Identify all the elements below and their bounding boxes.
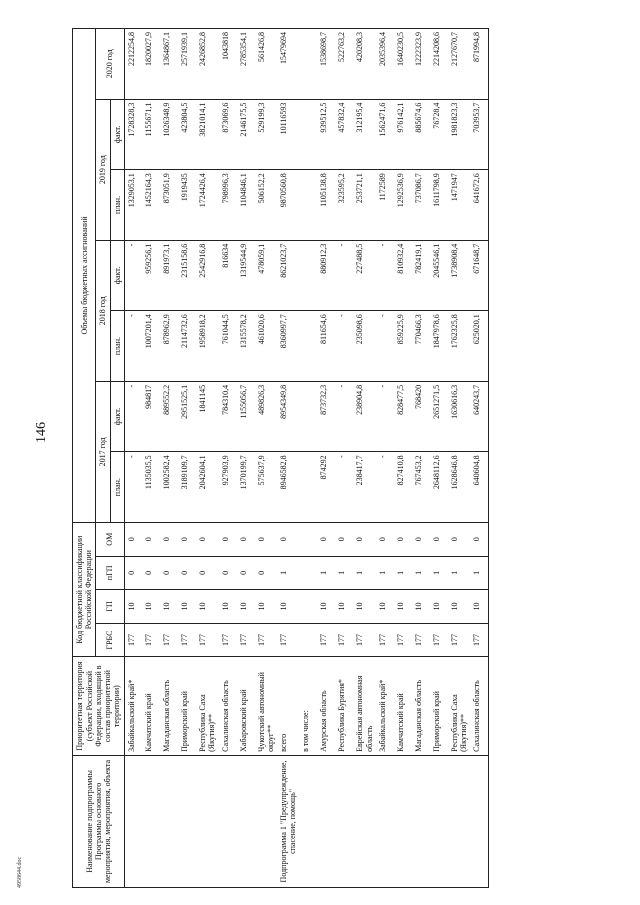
- row-value: 423804,5: [178, 99, 196, 170]
- row-value: -: [376, 311, 394, 382]
- row-code: 10: [219, 590, 237, 624]
- row-value: 1562471,6: [376, 99, 394, 170]
- row-code: [299, 590, 317, 624]
- row-value: 8360997,7: [277, 311, 299, 382]
- row-code: [299, 556, 317, 590]
- row-value: 1007201,4: [142, 311, 160, 382]
- table-row: [430, 29, 448, 888]
- header-plan: план.: [110, 311, 124, 382]
- row-value: 2214208,6: [430, 29, 448, 100]
- row-value: 976142,1: [394, 99, 412, 170]
- row-value: [299, 452, 317, 523]
- header-year-2018: 2018 год: [96, 240, 110, 381]
- row-code: 0: [124, 522, 142, 556]
- row-value: 235098,6: [353, 311, 375, 382]
- table-row: [376, 29, 394, 888]
- row-territory: в том числе:: [299, 657, 317, 756]
- row-name: Подпрограмма 1 "Предупреждение, спасение, помощь": [277, 755, 299, 887]
- row-value: 2045546,1: [430, 240, 448, 311]
- document-footer: 4958644.doc: [17, 856, 23, 888]
- table-row: [299, 29, 317, 888]
- row-name: [142, 755, 160, 887]
- row-territory: Сахалинская область: [219, 657, 237, 756]
- row-code: 177: [430, 623, 448, 657]
- row-code: 1: [448, 556, 470, 590]
- row-value: 984817: [142, 381, 160, 452]
- row-value: 1319544,9: [237, 240, 255, 311]
- row-value: 575637,9: [255, 452, 277, 523]
- row-code: 177: [255, 623, 277, 657]
- row-value: 784310,4: [219, 381, 237, 452]
- table-row: [317, 29, 335, 888]
- row-value: 3821014,1: [196, 99, 218, 170]
- header-om: ОМ: [96, 522, 124, 556]
- row-code: 0: [124, 556, 142, 590]
- row-code: 10: [376, 590, 394, 624]
- row-value: -: [335, 381, 353, 452]
- row-value: 1630616,3: [448, 381, 470, 452]
- row-code: 10: [255, 590, 277, 624]
- row-value: 880912,3: [317, 240, 335, 311]
- table-row: [160, 29, 178, 888]
- row-code: 10: [317, 590, 335, 624]
- row-value: 873732,3: [317, 381, 335, 452]
- row-code: 0: [376, 522, 394, 556]
- row-territory: Амурская область: [317, 657, 335, 756]
- row-value: 1105138,8: [317, 170, 335, 241]
- row-value: -: [124, 311, 142, 382]
- row-code: 0: [196, 556, 218, 590]
- rotated-table-container: [72, 28, 612, 888]
- row-code: 0: [142, 556, 160, 590]
- row-code: 0: [353, 522, 375, 556]
- row-value: -: [376, 381, 394, 452]
- row-value: 522763,2: [335, 29, 353, 100]
- row-value: 461020,6: [255, 311, 277, 382]
- header-fact: факт.: [110, 381, 124, 452]
- header-plan: план.: [110, 170, 124, 241]
- row-value: 1958918,2: [196, 311, 218, 382]
- row-value: 640604,8: [470, 452, 488, 523]
- row-value: 238904,8: [353, 381, 375, 452]
- row-value: 1222323,9: [412, 29, 430, 100]
- row-code: 10: [448, 590, 470, 624]
- row-value: 878962,9: [160, 311, 178, 382]
- row-value: 2571939,1: [178, 29, 196, 100]
- row-code: 177: [160, 623, 178, 657]
- row-value: 489826,3: [255, 381, 277, 452]
- row-code: 0: [160, 556, 178, 590]
- row-value: 1841145: [196, 381, 218, 452]
- row-value: -: [335, 452, 353, 523]
- row-value: -: [335, 311, 353, 382]
- row-name: [353, 755, 375, 887]
- row-code: 177: [237, 623, 255, 657]
- header-gp: ГП: [96, 590, 124, 624]
- row-code: 10: [142, 590, 160, 624]
- row-value: 2212254,8: [124, 29, 142, 100]
- row-code: 10: [470, 590, 488, 624]
- row-value: 871994,8: [470, 29, 488, 100]
- row-value: 1820027,9: [142, 29, 160, 100]
- header-year-2020: 2020 год: [96, 29, 124, 100]
- row-value: 3189109,7: [178, 452, 196, 523]
- row-territory: Забайкальский край*: [124, 657, 142, 756]
- row-value: 770466,3: [412, 311, 430, 382]
- header-grbs: ГРБС: [96, 623, 124, 657]
- row-code: 177: [219, 623, 237, 657]
- row-value: 782419,1: [412, 240, 430, 311]
- row-value: 927903,9: [219, 452, 237, 523]
- row-value: 10116593: [277, 99, 299, 170]
- row-name: [299, 755, 317, 887]
- row-code: 177: [124, 623, 142, 657]
- row-value: 859225,9: [394, 311, 412, 382]
- row-value: [299, 381, 317, 452]
- row-territory: Камчатский край: [142, 657, 160, 756]
- table-row: [448, 29, 470, 888]
- row-code: 177: [277, 623, 299, 657]
- row-value: 76728,4: [430, 99, 448, 170]
- row-territory: Сахалинская область: [470, 657, 488, 756]
- row-value: 1728328,3: [124, 99, 142, 170]
- row-name: [219, 755, 237, 887]
- row-value: 1640230,5: [394, 29, 412, 100]
- row-value: 959256,1: [142, 240, 160, 311]
- table-row: [353, 29, 375, 888]
- row-value: 238417,7: [353, 452, 375, 523]
- row-code: 10: [124, 590, 142, 624]
- header-fact: факт.: [110, 240, 124, 311]
- row-value: 641672,6: [470, 170, 488, 241]
- table-row: [196, 29, 218, 888]
- row-name: [335, 755, 353, 887]
- row-value: 2042604,1: [196, 452, 218, 523]
- row-value: 873069,6: [219, 99, 237, 170]
- header-fact: факт.: [110, 99, 124, 170]
- row-value: 2426852,8: [196, 29, 218, 100]
- header-territory: Приоритетная территория (субъект Российской Федерации, входящий в состав приоритетной территории): [73, 657, 125, 756]
- row-code: 177: [412, 623, 430, 657]
- row-code: 0: [412, 522, 430, 556]
- row-value: 1847978,6: [430, 311, 448, 382]
- row-value: -: [124, 240, 142, 311]
- row-value: 2542916,8: [196, 240, 218, 311]
- row-value: 798996,3: [219, 170, 237, 241]
- row-value: -: [124, 452, 142, 523]
- row-value: [299, 99, 317, 170]
- row-code: 0: [237, 556, 255, 590]
- row-value: 506152,2: [255, 170, 277, 241]
- row-value: 420208,3: [353, 29, 375, 100]
- table-row: [277, 29, 299, 888]
- row-name: [317, 755, 335, 887]
- row-code: 1: [353, 556, 375, 590]
- row-code: 177: [470, 623, 488, 657]
- row-value: 885674,6: [412, 99, 430, 170]
- row-value: 8954349,8: [277, 381, 299, 452]
- row-value: 1135035,5: [142, 452, 160, 523]
- row-value: 873051,9: [160, 170, 178, 241]
- header-budget-group: Объемы бюджетных ассигнований: [73, 29, 96, 523]
- budget-table: [72, 28, 489, 888]
- table-row: [237, 29, 255, 888]
- header-plan: план.: [110, 452, 124, 523]
- row-territory: Камчатский край: [394, 657, 412, 756]
- row-code: 10: [412, 590, 430, 624]
- row-value: 1172589: [376, 170, 394, 241]
- table-row: [142, 29, 160, 888]
- table-row: [412, 29, 430, 888]
- table-row: [335, 29, 353, 888]
- row-name: [124, 755, 142, 887]
- row-value: [299, 240, 317, 311]
- row-value: 2951525,1: [178, 381, 196, 452]
- header-name: Наименование подпрограммы Программы основного мероприятия, мероприятия, объекта: [73, 755, 125, 887]
- table-row: [255, 29, 277, 888]
- row-name: [255, 755, 277, 887]
- row-value: -: [376, 240, 394, 311]
- table-row: [178, 29, 196, 888]
- row-territory: Магаданская область: [412, 657, 430, 756]
- row-value: 1329053,1: [124, 170, 142, 241]
- row-value: 1043818: [219, 29, 237, 100]
- row-value: 2648112,6: [430, 452, 448, 523]
- row-code: 177: [353, 623, 375, 657]
- row-value: 561426,8: [255, 29, 277, 100]
- row-value: [299, 29, 317, 100]
- row-value: 761044,5: [219, 311, 237, 382]
- row-code: 177: [142, 623, 160, 657]
- row-territory: Приморский край: [430, 657, 448, 756]
- row-code: 1: [470, 556, 488, 590]
- row-value: 767453,2: [412, 452, 430, 523]
- table-header: [73, 29, 125, 888]
- row-value: 2785354,1: [237, 29, 255, 100]
- row-value: 874292: [317, 452, 335, 523]
- row-value: -: [124, 381, 142, 452]
- row-code: 0: [237, 522, 255, 556]
- row-value: 2035396,4: [376, 29, 394, 100]
- row-code: 0: [160, 522, 178, 556]
- row-value: 891973,1: [160, 240, 178, 311]
- row-value: 1981823,3: [448, 99, 470, 170]
- row-value: 1364867,1: [160, 29, 178, 100]
- row-code: 0: [255, 556, 277, 590]
- row-value: 9870560,8: [277, 170, 299, 241]
- row-code: 0: [142, 522, 160, 556]
- row-code: 10: [160, 590, 178, 624]
- table-row: [219, 29, 237, 888]
- row-territory: Приморский край: [178, 657, 196, 756]
- row-territory: Республика Бурятия*: [335, 657, 353, 756]
- row-code: 0: [470, 522, 488, 556]
- row-value: 828477,5: [394, 381, 412, 452]
- row-code: 177: [376, 623, 394, 657]
- row-code: 0: [178, 556, 196, 590]
- row-value: 1611798,9: [430, 170, 448, 241]
- row-name: [160, 755, 178, 887]
- row-code: 10: [353, 590, 375, 624]
- table-row: [394, 29, 412, 888]
- row-value: 8946582,8: [277, 452, 299, 523]
- row-code: 10: [430, 590, 448, 624]
- row-territory: Магаданская область: [160, 657, 178, 756]
- row-code: 10: [237, 590, 255, 624]
- row-territory: Республика Саха (Якутия)**: [448, 657, 470, 756]
- row-code: 177: [394, 623, 412, 657]
- row-value: 1538698,7: [317, 29, 335, 100]
- row-value: 2114732,6: [178, 311, 196, 382]
- row-code: 1: [430, 556, 448, 590]
- row-name: [394, 755, 412, 887]
- row-territory: Республика Саха (Якутия)**: [196, 657, 218, 756]
- row-name: [470, 755, 488, 887]
- row-value: 1104846,1: [237, 170, 255, 241]
- row-code: 0: [394, 522, 412, 556]
- row-code: 0: [219, 522, 237, 556]
- row-value: 816634: [219, 240, 237, 311]
- row-value: [299, 170, 317, 241]
- row-value: 253721,1: [353, 170, 375, 241]
- header-pgp: пГП: [96, 556, 124, 590]
- row-value: 1724426,4: [196, 170, 218, 241]
- row-value: 810932,4: [394, 240, 412, 311]
- row-code: 10: [335, 590, 353, 624]
- row-name: [430, 755, 448, 887]
- row-code: [299, 623, 317, 657]
- row-value: 811654,6: [317, 311, 335, 382]
- row-value: 1738908,4: [448, 240, 470, 311]
- row-value: 1628646,8: [448, 452, 470, 523]
- row-value: 227488,5: [353, 240, 375, 311]
- row-value: 457832,4: [335, 99, 353, 170]
- row-territory: Еврейская автономная область: [353, 657, 375, 756]
- row-code: 1: [412, 556, 430, 590]
- row-territory: Чукотский автономный округ**: [255, 657, 277, 756]
- row-code: 177: [448, 623, 470, 657]
- header-code-group: Код бюджетной классификации Российской Федерации: [73, 522, 96, 656]
- header-year-2019: 2019 год: [96, 99, 110, 240]
- row-value: 768420: [412, 381, 430, 452]
- row-code: 1: [335, 556, 353, 590]
- row-value: 1762325,8: [448, 311, 470, 382]
- row-value: 529199,3: [255, 99, 277, 170]
- row-value: 640243,7: [470, 381, 488, 452]
- row-name: [196, 755, 218, 887]
- row-code: 10: [178, 590, 196, 624]
- table-row: [470, 29, 488, 888]
- row-value: 1026348,9: [160, 99, 178, 170]
- row-value: 703953,7: [470, 99, 488, 170]
- row-code: 0: [219, 556, 237, 590]
- row-code: 0: [277, 522, 299, 556]
- row-value: 1155671,1: [142, 99, 160, 170]
- row-code: 0: [430, 522, 448, 556]
- page-number: 146: [34, 422, 49, 443]
- row-territory: Хабаровский край: [237, 657, 255, 756]
- row-value: 1452164,3: [142, 170, 160, 241]
- row-value: 15479694: [277, 29, 299, 100]
- row-code: 177: [335, 623, 353, 657]
- row-code: 1: [317, 556, 335, 590]
- row-value: 737086,7: [412, 170, 430, 241]
- row-value: 2651271,5: [430, 381, 448, 452]
- row-name: [412, 755, 430, 887]
- row-value: 1315578,2: [237, 311, 255, 382]
- row-value: 1919435: [178, 170, 196, 241]
- header-year-2017: 2017 год: [96, 381, 110, 522]
- row-value: 1292536,9: [394, 170, 412, 241]
- row-code: 0: [196, 522, 218, 556]
- row-code: 10: [277, 590, 299, 624]
- row-value: 671648,7: [470, 240, 488, 311]
- row-value: 1155056,7: [237, 381, 255, 452]
- row-name: [376, 755, 394, 887]
- row-value: 2315158,6: [178, 240, 196, 311]
- row-value: 312195,4: [353, 99, 375, 170]
- table-row: [124, 29, 142, 888]
- row-code: 0: [335, 522, 353, 556]
- row-name: [237, 755, 255, 887]
- row-territory: всего: [277, 657, 299, 756]
- row-value: 1471947: [448, 170, 470, 241]
- row-value: 1002582,4: [160, 452, 178, 523]
- row-code: 0: [317, 522, 335, 556]
- row-code: 177: [178, 623, 196, 657]
- row-code: 10: [394, 590, 412, 624]
- row-code: 177: [196, 623, 218, 657]
- row-code: 0: [448, 522, 470, 556]
- row-value: 2127670,7: [448, 29, 470, 100]
- row-value: 2146175,5: [237, 99, 255, 170]
- row-name: [448, 755, 470, 887]
- row-code: 177: [317, 623, 335, 657]
- row-name: [178, 755, 196, 887]
- table-body: [124, 29, 488, 888]
- row-value: 625020,1: [470, 311, 488, 382]
- row-value: 889552,2: [160, 381, 178, 452]
- row-code: 1: [277, 556, 299, 590]
- row-code: 1: [376, 556, 394, 590]
- row-territory: Забайкальский край*: [376, 657, 394, 756]
- row-value: 323595,2: [335, 170, 353, 241]
- row-value: [299, 311, 317, 382]
- row-code: 1: [394, 556, 412, 590]
- row-code: 10: [196, 590, 218, 624]
- row-value: -: [335, 240, 353, 311]
- row-value: 939512,5: [317, 99, 335, 170]
- row-value: 1370199,7: [237, 452, 255, 523]
- row-value: -: [376, 452, 394, 523]
- row-value: 8621023,7: [277, 240, 299, 311]
- row-value: 827410,8: [394, 452, 412, 523]
- row-code: 0: [178, 522, 196, 556]
- row-code: [299, 522, 317, 556]
- row-code: 0: [255, 522, 277, 556]
- row-value: 478059,1: [255, 240, 277, 311]
